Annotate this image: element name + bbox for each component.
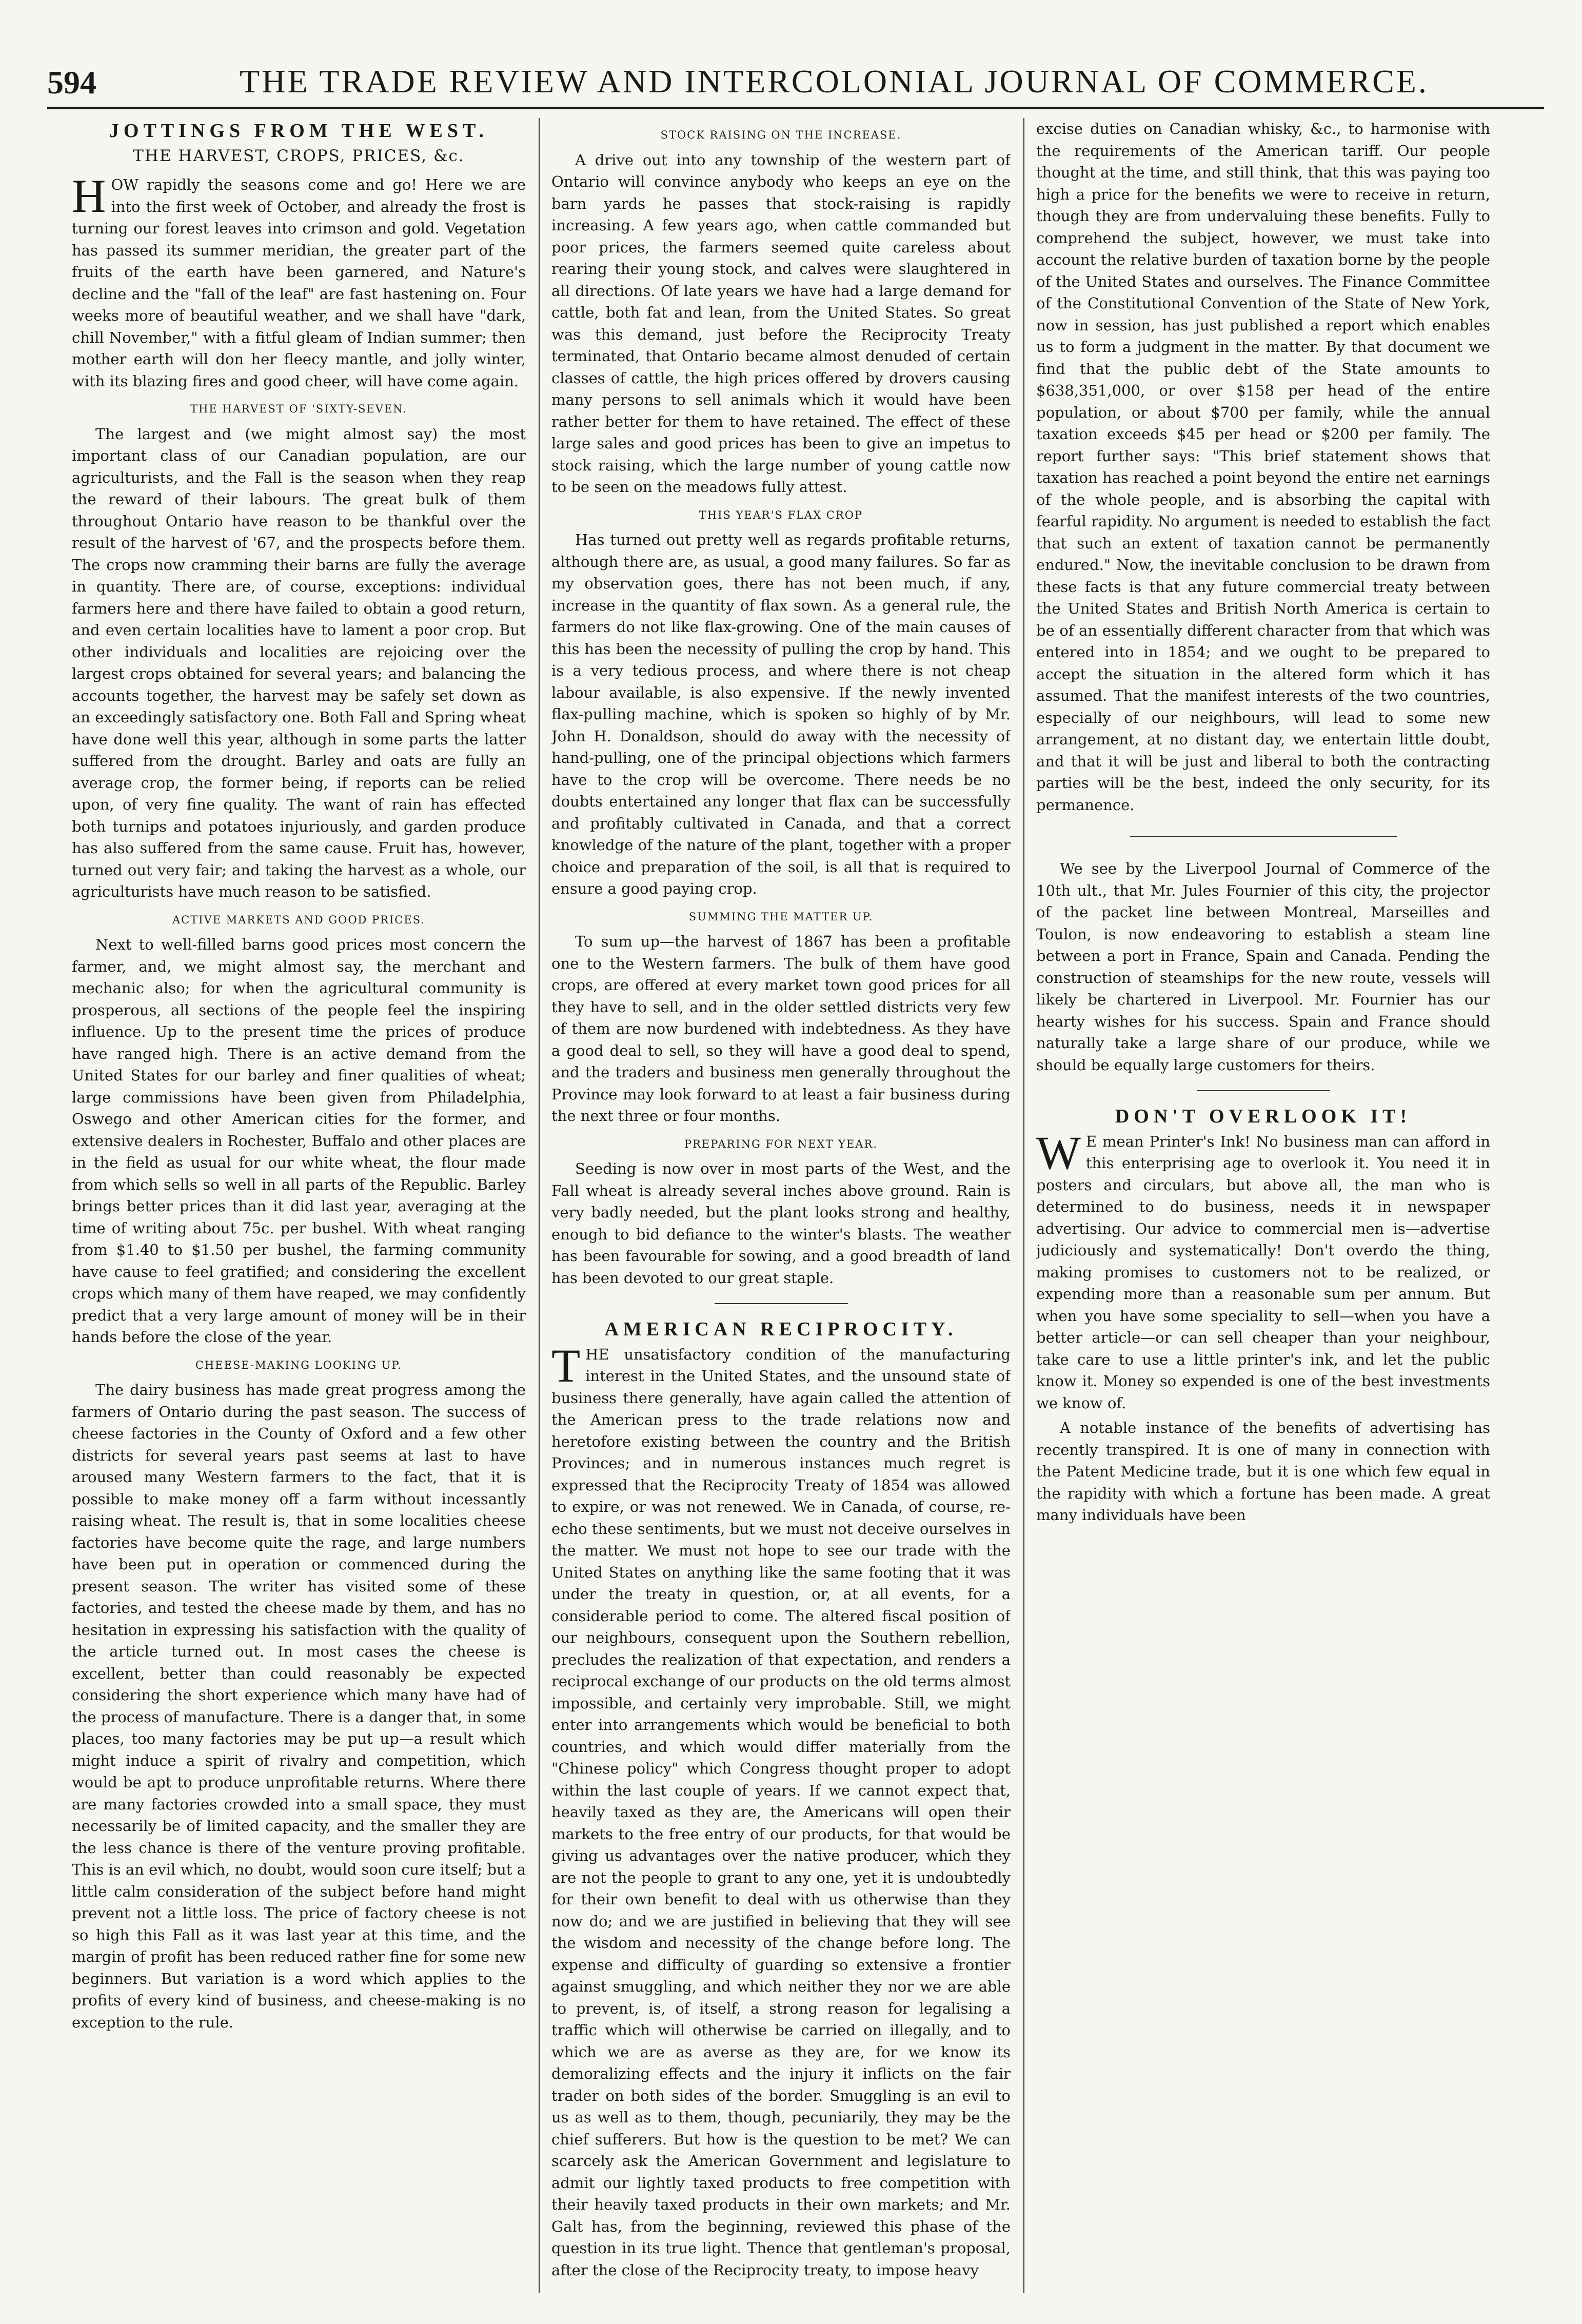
section-heading: THIS YEAR'S FLAX CROP	[699, 508, 863, 521]
paragraph: Has turned out pretty well as regards profitable returns, although there are, as usual, a good many failures. So far as my observation goes, there has not been much, if any, increase in the quantity of flax sown. As a general rule, the farmers do not like flax-growing. One of the main causes of this has been the necessity of pulling the crop by hand. This is a very tedious process, and where there is not cheap labour available, is also expensive. If the newly invented flax-pulling machine, which is spoken so highly of by Mr. John H. Donaldson, should do away with the necessity of hand-pulling, one of the principal objections which farmers have to the crop will be overcome. There needs be no doubts entertained any longer that flax can be successfully and profitably cultivated in Canada, and that a correct knowledge of the nature of the plant, together with a proper choice and preparation of the soil, is all that is required to ensure a good paying crop.	[551, 531, 1011, 897]
column-divider	[1023, 118, 1024, 2293]
drop-cap: T	[551, 1339, 581, 1392]
section-heading: THE HARVEST OF 'SIXTY-SEVEN.	[190, 403, 407, 415]
divider	[715, 1303, 848, 1304]
paragraph: We see by the Liverpool Journal of Commerce of the 10th ult., that Mr. Jules Fournier of this city, the projector of the packet line between Montreal, Marseilles and Toulon, is now endeavoring to establish a steam line between a port in France, Spain and Canada. Pending the construction of steamships for the new route, vessels will likely be chartered in Liverpool. Mr. Fournier has our hearty wishes for his success. Spain and France should naturally take a large share of our produce, while we should be equally large customers for theirs.	[1036, 860, 1490, 1074]
divider	[1130, 836, 1397, 837]
article-title-jottings: JOTTINGS FROM THE WEST.	[109, 120, 489, 142]
paragraph: Next to well-filled barns good prices most concern the farmer, and, we might almost say, the merchant and mechanic also; for when the agricultural community is prosperous, all sections of the people feel the inspiring influence. Up to the present time the prices of produce have ranged high. There is an active demand from the United States for our barley and finer qualities of wheat; large commissions have been given from Philadelphia, Oswego and other American cities for the former, and extensive dealers in Rochester, Buffalo and other places are in the field as usual for our white wheat, the flour made from which sells so well in all parts of the Republic. Barley brings better prices than it did last year, averaging at the time of writing about 75c. per bushel. With wheat ranging from $1.40 to $1.50 per bushel, the farming community have cause to feel gratified; and considering the excellent crops which many of them have reaped, we may confidently predict that a very large amount of money will be in their hands before the close of the year.	[72, 936, 526, 1346]
article-subtitle: THE HARVEST, CROPS, PRICES, &c.	[133, 146, 465, 165]
section-heading: SUMMING THE MATTER UP.	[688, 910, 874, 923]
paragraph-continued: excise duties on Canadian whisky, &c., to harmonise with the requirements of the American tariff. Our people thought at the time, and still think, that this was paying too high a price for the benefits we were to receive in return, though they are from undervaluing these benefits. Fully to comprehend the subject, however, we must take into account the relative burden of taxation borne by the people of the United States and ourselves. The Finance Committee of the Constitutional Convention of the State of New York, now in session, has just published a report which enables us to form a judgment in the matter. By that document we find that the public debt of the State amounts to $638,351,000, or over $158 per head of the entire population, or about $700 per family, while the annual taxation exceeds $45 per head or $200 per family. The report further says: "This brief statement shows that taxation has reached a point beyond the entire net earnings of the whole people, and is absorbing the capital with fearful rapidity. No argument is needed to establish the fact that such an extent of taxation cannot be permanently endured." Now, the inevitable conclusion to be drawn from these facts is that any future commercial treaty between the United States and British North America is certain to be of an essentially different character from that which was entered into in 1854; and we ought to be prepared to accept the situation in the altered form which it has assumed. That the manifest interests of the two countries, especially of our neighbours, will lead to some new arrangement, at no distant day, we entertain little doubt, and that it will be just and liberal to both the contracting parties will be the best, indeed the only security, for its permanence.	[1036, 120, 1490, 814]
column-divider	[539, 118, 540, 2293]
paragraph: HOW rapidly the seasons come and go! Here we are into the first week of October, and already the frost is turning our forest leaves into crimson and gold. Vegetation has passed its summer meridian, the greater part of the fruits of the earth have been garnered, and Nature's decline and the "fall of the leaf" are fast hastening on. Four weeks more of beautiful weather, and we shall have "dark, chill November," with a fitful gleam of Indian summer; then mother earth will don her fleecy mantle, and jolly winter, with its blazing fires and good cheer, will have come again.	[72, 170, 526, 390]
drop-cap: W	[1036, 1126, 1081, 1179]
column-2	[551, 118, 1011, 2296]
page-header	[47, 61, 1544, 109]
page-number: 594	[47, 64, 96, 101]
paragraph: The dairy business has made great progress among the farmers of Ontario during the past season. The success of cheese factories in the County of Oxford and a few other districts for several years past seems at last to have aroused many Western farmers to the fact, that it is possible to make money off a farm without incessantly raising wheat. The result is, that in some localities cheese factories have become quite the rage, and large numbers have been put in operation or commenced during the present season. The writer has visited some of these factories, and tested the cheese made by them, and has no hesitation in expressing his satisfaction with the quality of the article turned out. In most cases the cheese is excellent, better than could reasonably be expected considering the short experience which many have had of the process of manufacture. There is a danger that, in some places, too many factories may be put up—a result which might induce a spirit of rivalry and competition, which would be apt to produce unprofitable returns. Where there are many factories crowded into a small space, they must necessarily be of limited capacity, and the smaller they are the less chance is there of the venture proving profitable. This is an evil which, no doubt, would soon cure itself; but a little calm consideration of the subject before hand might prevent not a little loss. The price of factory cheese is not so high this Fall as it was last year at this time, and the margin of profit has been reduced rather fine for some new beginners. But variation is a word which applies to the profits of every kind of business, and cheese-making is no exception to the rule.	[72, 1381, 526, 2031]
article-title-dont-overlook: DON'T OVERLOOK IT!	[1115, 1106, 1412, 1127]
paragraph: The largest and (we might almost say) the most important class of our Canadian population, are our agriculturists, and the Fall is the season when they reap the reward of their labours. The great bulk of them throughout Ontario have reason to be thankful over the result of the harvest of '67, and the prospects before them. The crops now cramming their barns are fully the average in quantity. There are, of course, exceptions: individual farmers here and there have failed to obtain a good return, and even certain localities have to lament a poor crop. But other individuals and localities are rejoicing over the largest crops obtained for several years; and balancing the accounts together, the harvest may be safely set down as an exceedingly satisfactory one. Both Fall and Spring wheat have done well this year, although in some parts the latter suffered from the drought. Barley and oats are fully an average crop, the former being, if reports can be relied upon, of very fine quality. The want of rain has effected both turnips and potatoes injuriously, and garden produce has also suffered from the same cause. Fruit has, however, turned out very fair; and taking the harvest as a whole, our agriculturists have much reason to be satisfied.	[72, 425, 526, 900]
divider	[1197, 1090, 1330, 1091]
journal-title: THE TRADE REVIEW AND INTERCOLONIAL JOURNAL OF COMMERCE.	[240, 63, 1429, 100]
column-1	[72, 118, 526, 2296]
paragraph: A notable instance of the benefits of advertising has recently transpired. It is one of many in connection with the Patent Medicine trade, but it is one which few equal in the rapidity with which a fortune has been made. A great many individuals have been	[1036, 1419, 1490, 1524]
column-3	[1036, 118, 1490, 2296]
article-title-reciprocity: AMERICAN RECIPROCITY.	[604, 1318, 958, 1340]
section-heading: PREPARING FOR NEXT YEAR.	[684, 1137, 878, 1150]
drop-cap: H	[72, 170, 106, 222]
paragraph: W E mean Printer's Ink! No business man can afford in this enterprising age to overlook it. You need it in posters and circulars, but above all, the man who is determined to do business, needs it in newspaper advertising. Our advice to commercial men is—advertise judiciously and systematically! Don't overdo the thing, making promises to customers not to be realized, or expending more than a reasonable sum per annum. But when you have some speciality to sell—when you have a better article—or can sell cheaper than your neighbour, take care to use a little printer's ink, and let the public know it. Money so expended is one of the best investments we know of.	[1036, 1126, 1490, 1412]
paragraph: Seeding is now over in most parts of the West, and the Fall wheat is already several inches above ground. Rain is very badly needed, but the plant looks strong and healthy, enough to bid defiance to the winter's blasts. The weather has been favourable for sowing, and a good breadth of land has been devoted to our great staple.	[551, 1160, 1011, 1287]
paragraph: A drive out into any township of the western part of Ontario will convince anybody who keeps an eye on the barn yards he passes that stock-raising is rapidly increasing. A few years ago, when cattle commanded but poor prices, the farmers seemed quite careless about rearing their young stock, and calves were slaughtered in all directions. Of late years we have had a large demand for cattle, both fat and lean, from the United States. So great was this demand, just before the Reciprocity Treaty terminated, that Ontario became almost denuded of certain classes of cattle, the high prices offered by drovers causing many persons to sell animals which it would have been rather better for them to have retained. The effect of these large sales and good prices has been to give an impetus to stock raising, which the large number of young cattle now to be seen on the meadows fully attest.	[551, 151, 1011, 496]
paragraph: THE unsatisfactory condition of the manufacturing interest in the United States, and the unsound state of business there generally, have again called the attention of the American press to the trade relations now and heretofore existing between the country and the British Provinces; and in numerous instances much regret is expressed that the Reciprocity Treaty of 1854 was allowed to expire, or was not renewed. We in Canada, of course, re-echo these sentiments, but we must not deceive ourselves in the matter. We must not hope to see our trade with the United States on anything like the same footing that it was under the treaty in question, or, at all events, for a considerable period to come. The altered fiscal position of our neighbours, consequent upon the Southern rebellion, precludes the realization of that expectation, and renders a reciprocal exchange of our products on the old terms almost impossible, and certainly very improbable. Still, we might enter into arrangements which would be beneficial to both countries, and which would differ materially from the "Chinese policy" which Congress thought proper to adopt within the last couple of years. If we cannot expect that, heavily taxed as they are, the Americans will open their markets to the free entry of our products, for that would be giving us advantages over the native producer, which they are not the people to grant to any one, yet it is undoubtedly for their own benefit to deal with us otherwise than they now do; and we are justified in believing that they will see the wisdom and necessity of the change before long. The expense and difficulty of guarding so extensive a frontier against smuggling, and which neither they nor we are able to prevent, is, of itself, a strong reason for legalising a traffic which will otherwise be carried on illegally, and to which we are as averse as they are, for we know its demoralizing effects and the injury it inflicts on the fair trader on both sides of the border. Smuggling is an evil to us as well as to them, though, pecuniarily, they may be the chief sufferers. But how is the question to be met? We can scarcely ask the American Government and legislature to admit our lightly taxed products to free competition with their heavily taxed products in their own markets; and Mr. Galt has, from the beginning, reviewed this phase of the question in its true light. Thence that gentleman's proposal, after the close of the Reciprocity treaty, to impose heavy	[551, 1339, 1011, 2279]
section-heading: ACTIVE MARKETS AND GOOD PRICES.	[172, 913, 425, 926]
section-heading: CHEESE-MAKING LOOKING UP.	[195, 1358, 403, 1371]
section-heading: STOCK RAISING ON THE INCREASE.	[660, 129, 902, 141]
paragraph: To sum up—the harvest of 1867 has been a profitable one to the Western farmers. The bulk of them have good crops, are offered at every market town good prices for all they have to sell, and in the older settled districts very few of them are now burdened with indebtedness. As they have a good deal to sell, so they will have a good deal to spend, and the traders and business men generally throughout the Province may look forward to at least a fair business during the next three or four months.	[551, 933, 1011, 1125]
